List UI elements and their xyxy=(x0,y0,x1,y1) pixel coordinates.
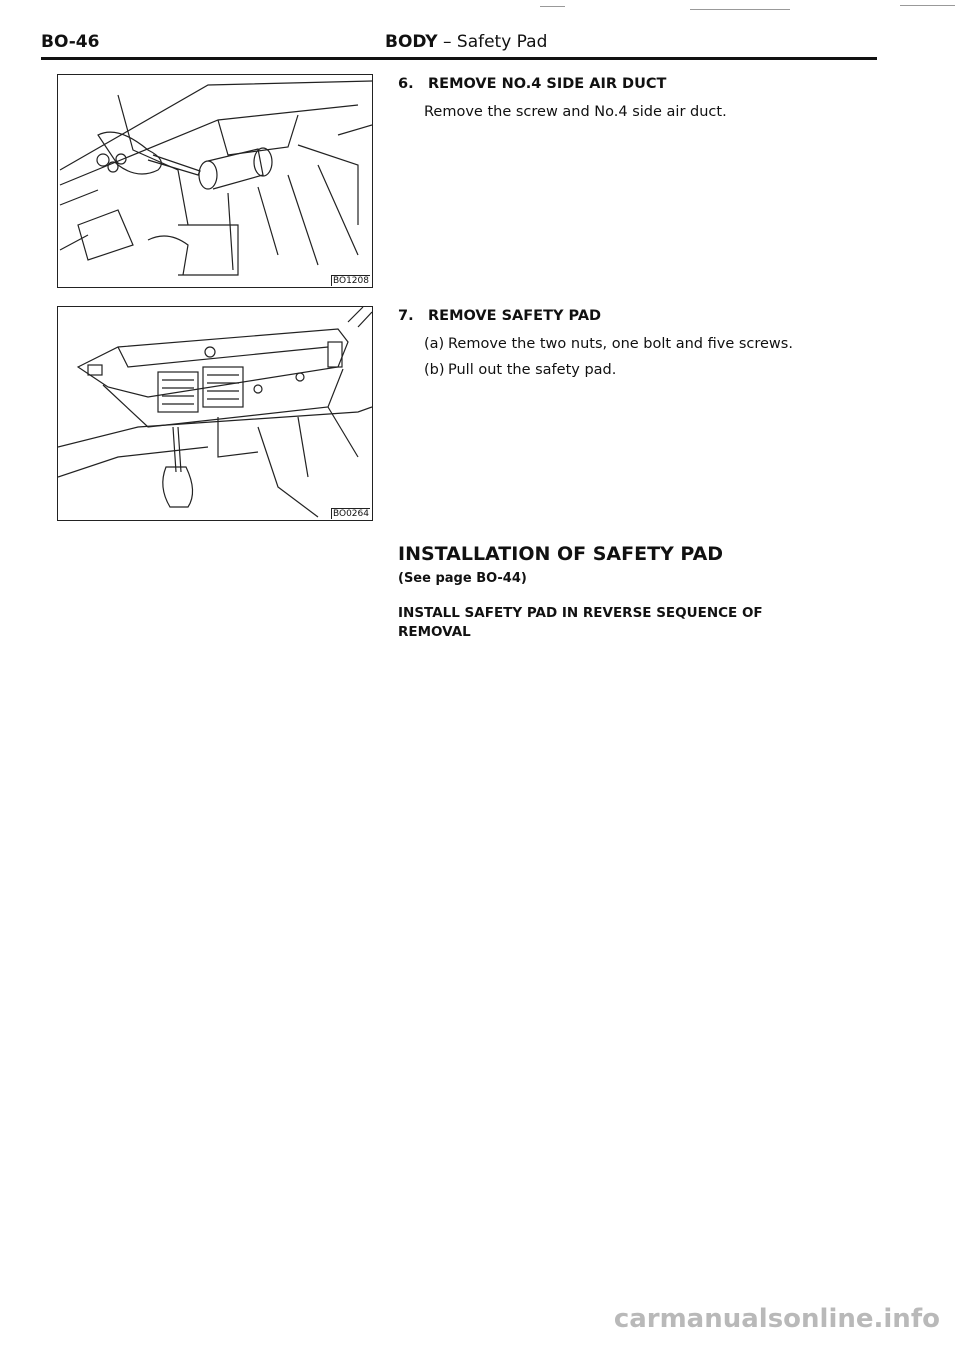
step-number: 7. xyxy=(398,308,414,324)
sub-step-tag: (a) xyxy=(424,336,445,352)
step-title: REMOVE SAFETY PAD xyxy=(428,308,602,324)
installation-title: INSTALLATION OF SAFETY PAD xyxy=(398,543,724,565)
section-title-bold: BODY xyxy=(385,32,438,52)
step-7-sub-a xyxy=(424,336,793,352)
sub-step-text: Pull out the safety pad. xyxy=(448,362,617,378)
step-title: REMOVE NO.4 SIDE AIR DUCT xyxy=(428,76,667,92)
sub-step-tag: (b) xyxy=(424,362,445,378)
step-6-text: Remove the screw and No.4 side air duct. xyxy=(424,104,727,120)
watermark: carmanualsonline.info xyxy=(613,1304,940,1334)
scan-artifact xyxy=(690,9,790,10)
section-title-rest: – Safety Pad xyxy=(437,32,548,52)
step-number: 6. xyxy=(398,76,414,92)
section-title xyxy=(385,32,547,52)
step-6-heading xyxy=(398,76,666,92)
scan-artifact xyxy=(540,6,565,7)
header-rule xyxy=(41,57,877,60)
sub-step-text: Remove the two nuts, one bolt and five screws. xyxy=(448,336,793,352)
scan-artifact xyxy=(900,5,955,6)
side-air-duct-removal-illustration xyxy=(58,75,372,287)
figure-safety-pad xyxy=(57,306,373,521)
step-7-heading xyxy=(398,308,601,324)
page-number: BO-46 xyxy=(41,32,100,52)
safety-pad-removal-illustration xyxy=(58,307,372,520)
figure-code: BO1208 xyxy=(332,276,369,286)
figure-code: BO0264 xyxy=(332,509,369,519)
installation-page-ref: (See page BO-44) xyxy=(398,571,527,586)
step-7-sub-b xyxy=(424,362,616,378)
figure-side-air-duct xyxy=(57,74,373,288)
installation-note: INSTALL SAFETY PAD IN REVERSE SEQUENCE OF REMOVAL xyxy=(398,605,763,640)
